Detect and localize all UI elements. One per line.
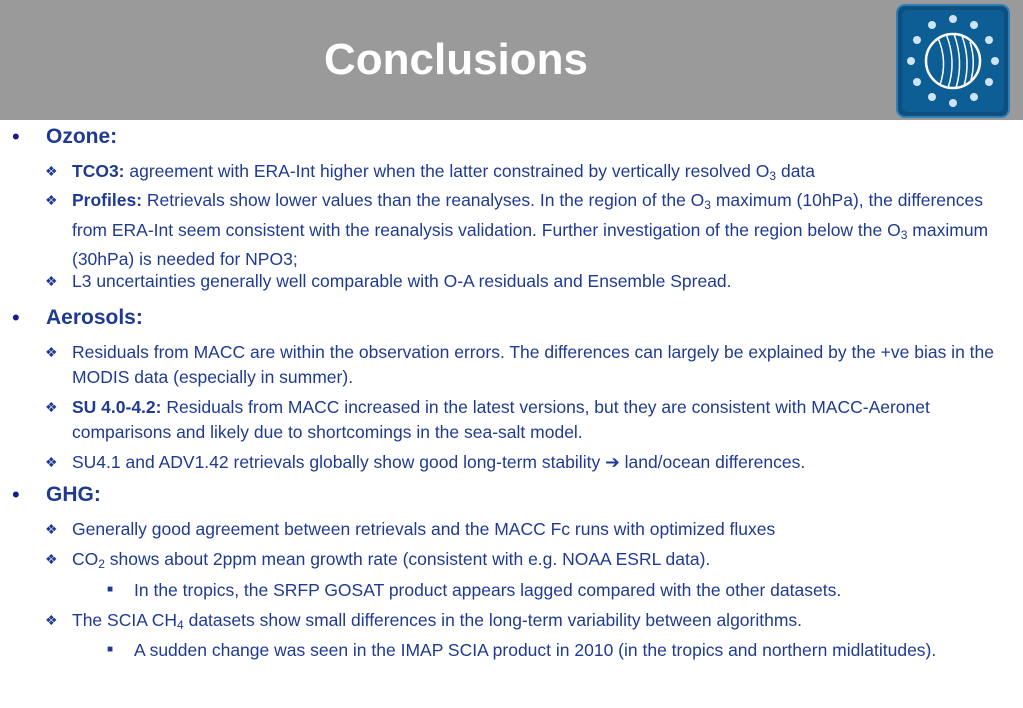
right-arrow-icon: ➔ <box>605 452 620 472</box>
sub-list-item: A sudden change was seen in the IMAP SCIA product in 2010 (in the tropics and northern midlatitudes). <box>134 640 937 660</box>
list-item: Residuals from MACC are within the observation errors. The differences can largely be explained by the +ve bias in the MODIS data (especially in summer). <box>72 342 994 387</box>
list-item: Generally good agreement between retrievals and the MACC Fc runs with optimized fluxes <box>72 519 776 539</box>
sub-list-item: In the tropics, the SRFP GOSAT product appears lagged compared with the other datasets. <box>134 580 842 600</box>
section-heading-aerosols: Aerosols: <box>46 306 143 329</box>
list-item: SU4.1 and ADV1.42 retrievals globally show good long-term stability ➔ land/ocean differences. <box>72 452 806 472</box>
section-bullet: • <box>12 124 20 149</box>
diamond-bullet-icon: ❖ <box>45 521 58 537</box>
list-item: SU 4.0-4.2: Residuals from MACC increased in the latest versions, but they are consistent with MACC-Aeronet comparisons and likely due to shortcomings in the sea-salt model. <box>72 397 930 442</box>
list-item: TCO3: agreement with ERA-Int higher when the latter constrained by vertically resolved $O_3$ data <box>72 161 816 183</box>
header-bar <box>0 0 1023 120</box>
diamond-bullet-icon: ❖ <box>45 612 58 628</box>
section-heading-ozone: Ozone: <box>46 125 118 148</box>
list-item: L3 uncertainties generally well comparable with O-A residuals and Ensemble Spread. <box>72 271 732 291</box>
square-bullet-icon: ■ <box>107 644 114 655</box>
diamond-bullet-icon: ❖ <box>45 163 58 179</box>
diamond-bullet-icon: ❖ <box>45 454 58 470</box>
section-bullet: • <box>12 305 20 330</box>
diamond-bullet-icon: ❖ <box>45 273 58 289</box>
diamond-bullet-icon: ❖ <box>45 344 58 360</box>
list-item: The SCIA $CH_4$ datasets show small differences in the long-term variability between algorithms. <box>72 610 803 632</box>
list-item: Profiles: Retrievals show lower values than the reanalyses. In the region of the $O_3$ maximum (10hPa), the differences from ERA-Int seem consistent with the reanalysis validation. Further investigation of the region below the $O_3$ maximum (30hPa) is needed for NPO3; <box>72 190 989 269</box>
section-heading-ghg: GHG: <box>46 483 101 506</box>
globe-stars-icon <box>896 4 1010 118</box>
diamond-bullet-icon: ❖ <box>45 192 58 208</box>
square-bullet-icon: ■ <box>107 584 114 595</box>
diamond-bullet-icon: ❖ <box>45 551 58 567</box>
diamond-bullet-icon: ❖ <box>45 399 58 415</box>
slide-title: Conclusions <box>323 35 589 84</box>
list-item: $CO_2$ shows about 2ppm mean growth rate (consistent with e.g. NOAA ESRL data). <box>72 549 711 571</box>
section-bullet: • <box>12 482 20 507</box>
